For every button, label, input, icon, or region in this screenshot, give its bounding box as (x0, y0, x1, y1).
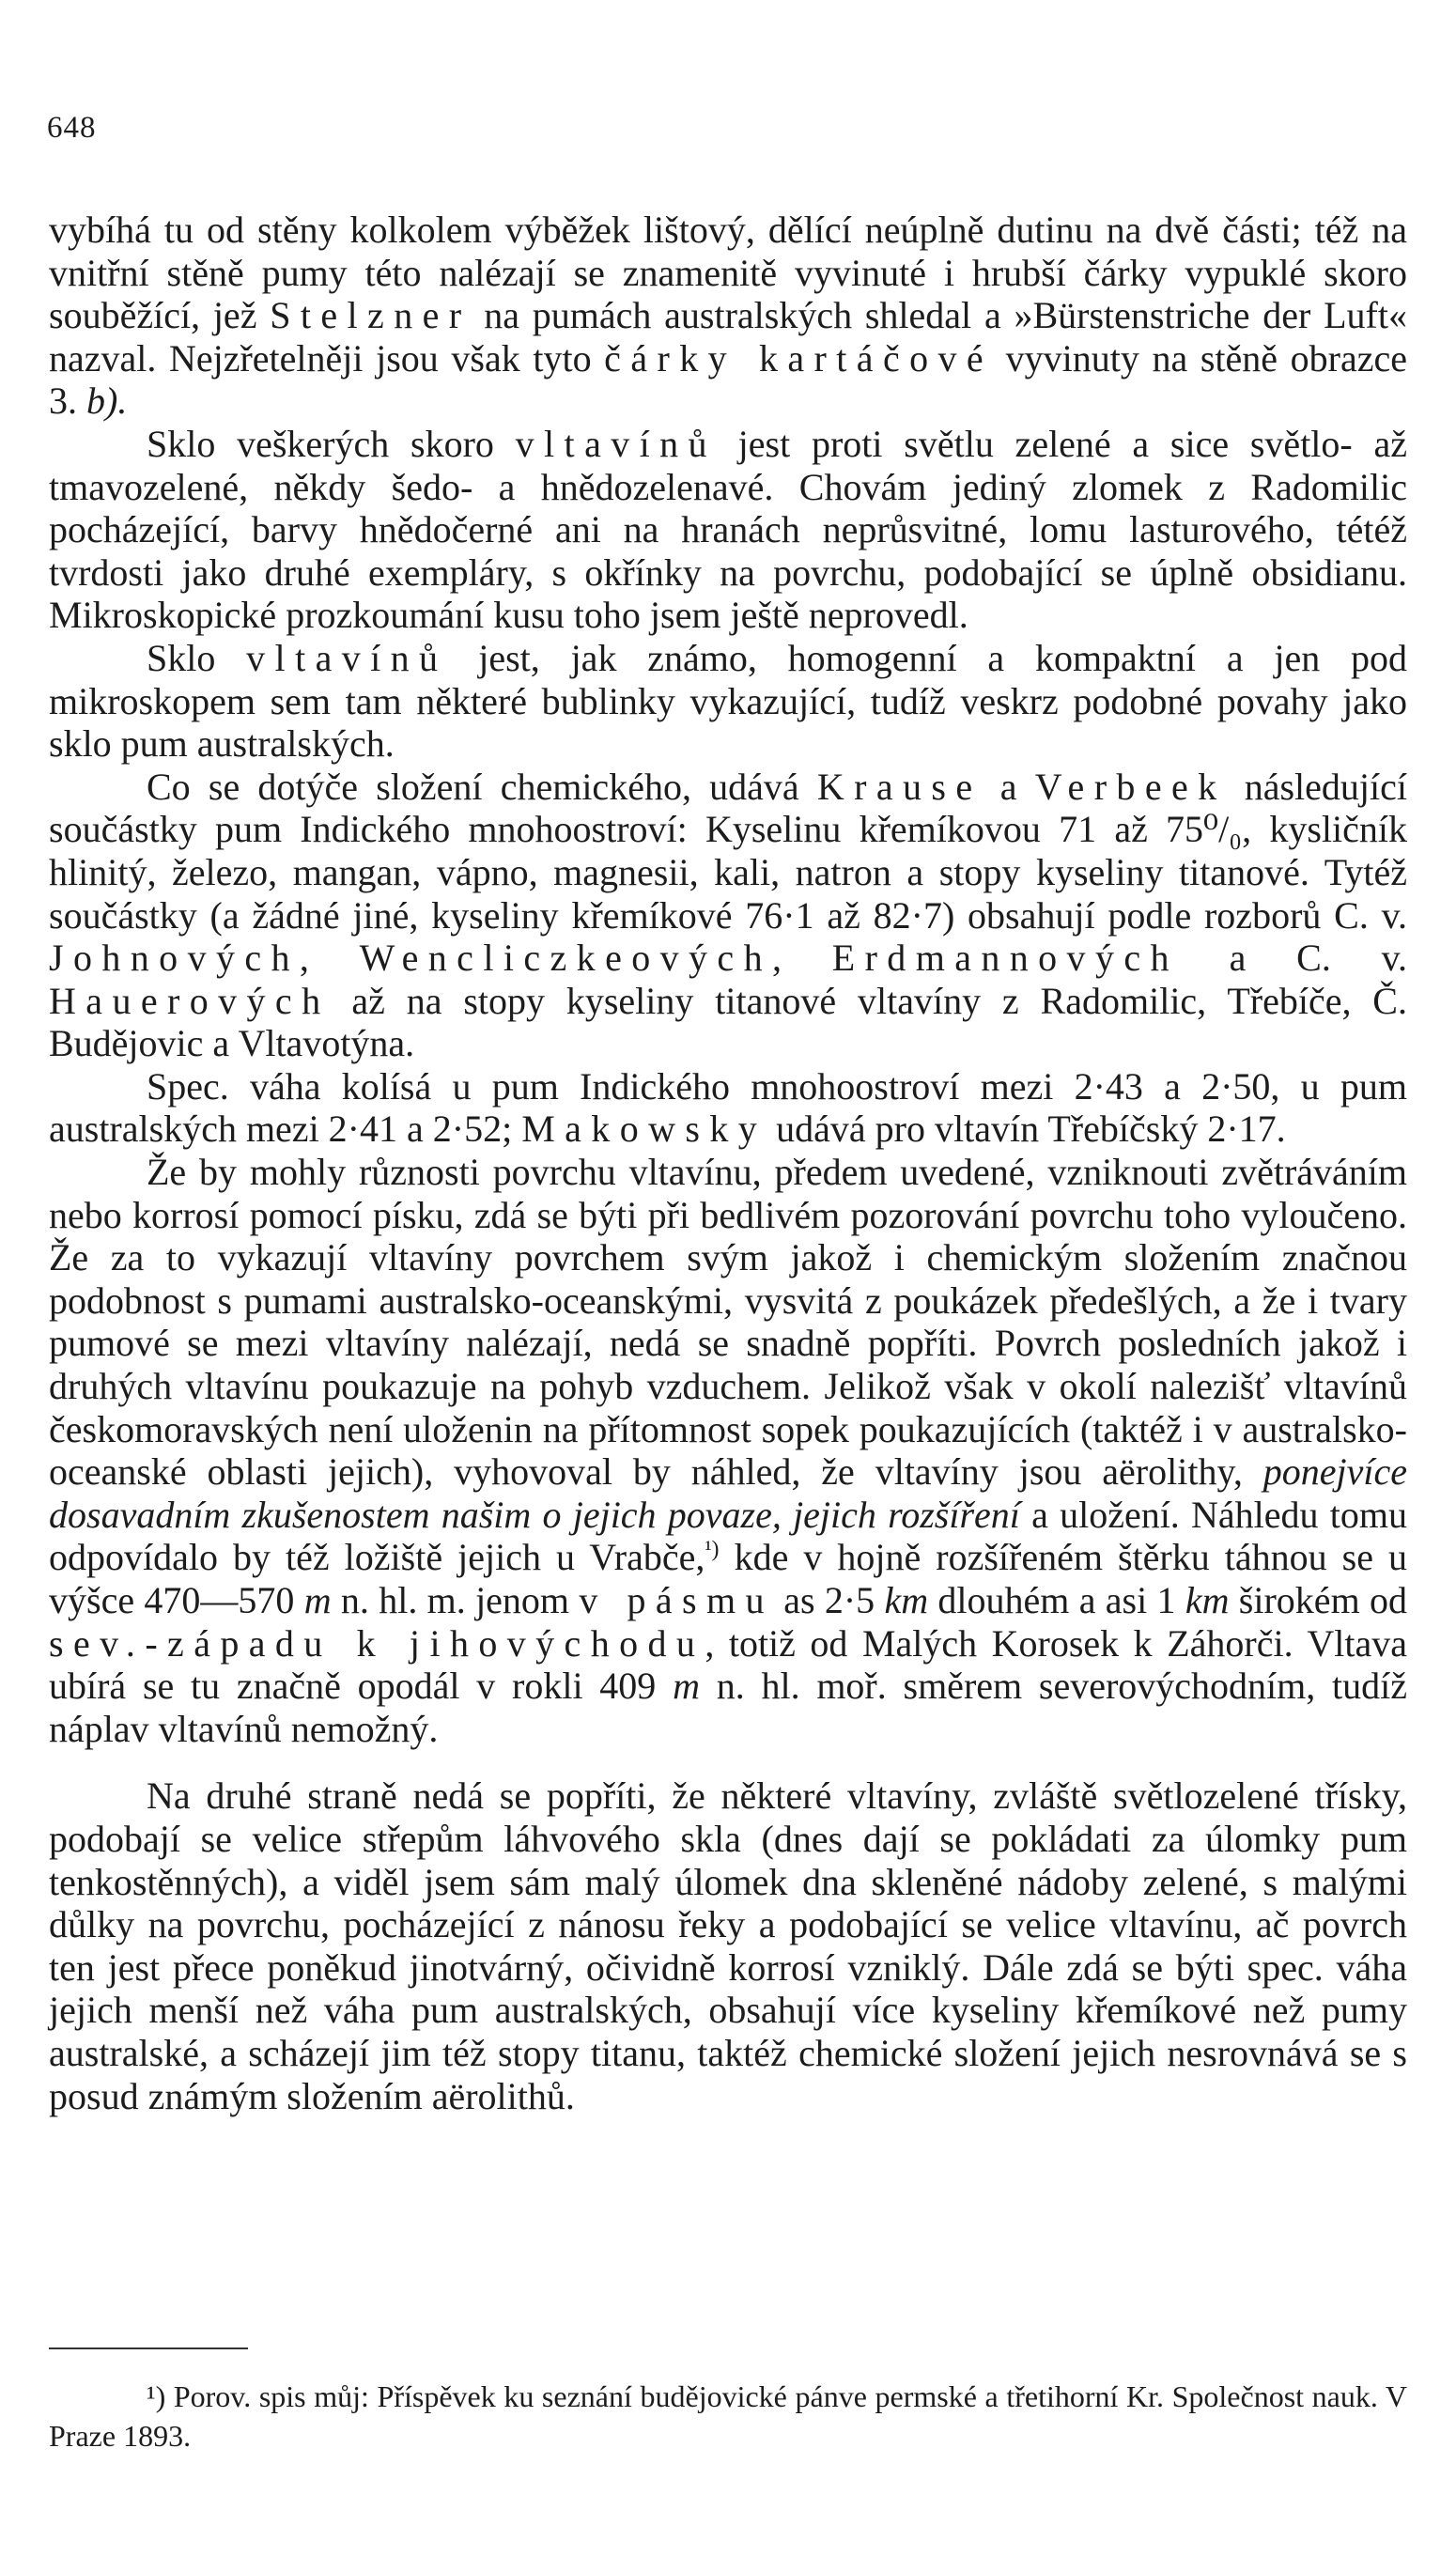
spaced-term: sev.-západu k jihovýchodu (49, 1621, 705, 1665)
text-run: udává pro vltavín Třebíčský 2·17. (767, 1108, 1286, 1151)
paragraph-4 (49, 766, 1407, 1065)
text-run: až na stopy kyseliny titanové vltavíny z Radomilic, Třebíče, Č. Budějovic a Vltavotýna. (49, 979, 1407, 1065)
text-run: jest, jak známo, homogenní a kompaktní a jen pod mikroskopem sem tam některé bublinky vykazující, tudíž veskrz podobné povahy jako sklo pum australských. (49, 636, 1408, 766)
text-run: Sklo (147, 636, 247, 679)
text-run: širokém od (1229, 1579, 1407, 1621)
text-run: jest proti světlu zelené a sice světlo- až tmavozelené, někdy šedo- a hnědozelenavé. Chovám jediný zlomek z Radomilic pocházející, barvy hnědočerné ani na hranách neprůsvitné, lomu lasturového, tétéž tvrdosti jako druhé exempláry, s okřínky na povrchu, podobající se úplně obsidianu. Mikroskopické prozkoumání kusu toho jsem ještě neprovedl. (49, 422, 1407, 637)
text-run: a C. v. (1178, 937, 1407, 980)
footnote-divider (49, 2347, 248, 2349)
spaced-name: Hauerových (49, 979, 331, 1022)
paragraph-5 (49, 1065, 1407, 1151)
paragraph-1 (49, 209, 1407, 423)
footnote-mark: ¹) (147, 2379, 166, 2413)
text-run: Že by mohly různosti povrchu vltavínu, předem uvedené, vzniknouti zvětráváním nebo korrosí pomocí písku, zdá se býti při bedlivém pozorování povrchu toho vyloučeno. Že za to vykazují vltavíny povrchem svým jakož i chemickým složením značnou podobnost s pumami australsko-oceanskými, vysvitá z poukázek předešlých, a že i tvary pumové se mezi vltavíny nalézají, nedá se snadně popříti. Povrch posledních jakož i druhých vltavínu poukazuje na pohyb vzduchem. Jelikož však v okolí nalezišť vltavínů českomoravských není uloženin na přítomnost sopek poukazujících (taktéž i v australsko-oceanské oblasti jejich), vyhovoval by náhled, že vltavíny jsou aërolithy, (49, 1151, 1407, 1494)
body-text (49, 209, 1407, 2117)
text-run: , (771, 937, 832, 980)
paragraph-3 (49, 637, 1407, 766)
footnote-text: Porov. spis můj: Příspěvek ku seznání budějovické pánve permské a třetihorní Kr. Společnost nauk. V Praze 1893. (49, 2379, 1407, 2453)
spaced-term: v pásmu (579, 1579, 774, 1621)
footnote-reference: ¹) (705, 1538, 720, 1563)
unit-meters: m (673, 1665, 700, 1708)
text-run: Spec. váha kolísá u pum Indického mnohoostroví mezi 2·43 a 2·50, u pum australských mezi 2·41 a 2·52; (49, 1064, 1407, 1151)
text-run: a (982, 765, 1035, 808)
text-run: n. hl. moř. směrem severovýchodním, tudíž náplav vltavínů nemožný. (49, 1665, 1407, 1750)
spaced-name: Johnových (49, 937, 300, 980)
footnote (49, 2377, 1407, 2456)
text-run: Na druhé straně nedá se popříti, že některé vltavíny, zvláště světlozelené třísky, podobají se velice střepům láhvového skla (dnes dají se pokládati za úlomky pum tenkostěnných), a viděl jsem sám malý úlomek dna skleněné nádoby zelené, s malými důlky na povrchu, pocházející z nánosu řeky a podobající se velice vltavínu, ač povrch ten jest přece poněkud jinotvárný, očividně korrosí vzniklý. Dále zdá se býti spec. váha jejich menší než váha pum australských, obsahují více kyseliny křemíkové než pumy australské, a scházejí jim též stopy titanu, taktéž chemické složení jejich nesrovnává se s posud známým složením aërolithů. (49, 1774, 1407, 2117)
spaced-name: Erdmannových (831, 937, 1179, 980)
spaced-name: Makowsky (521, 1108, 767, 1151)
percent-sign: ⁰/₀ (1203, 808, 1243, 851)
text-run: vybíhá tu od stěny kolkolem výběžek lištový, dělící neúplně dutinu na dvě části; též na vnitřní stěně pumy této nalézají se znamenitě vyvinuté i hrubší čárky vypuklé skoro souběžící, jež (49, 209, 1407, 337)
spaced-name: Krause (816, 765, 983, 808)
text-run: , totiž od Malých Korosek k Záhorči. Vltava ubírá se tu značně opodál v rokli 409 (49, 1621, 1407, 1708)
text-run: , (299, 937, 360, 980)
text-run: na pumách australských shledal a »Bürstenstriche der Luft« nazval. Nejzřetelněji jsou však tyto (49, 294, 1407, 380)
spaced-name: Wencliczkeových (359, 937, 772, 980)
text-run: vyvinuty na stěně obrazce 3. (49, 336, 1407, 423)
spaced-name: Stelzner (270, 294, 472, 337)
text-run: Co se dotýče složení chemického, udává (147, 765, 817, 808)
unit-meters: m (303, 1579, 332, 1621)
paragraph-6 (49, 1151, 1407, 1750)
spaced-term: čárky kartáčové (604, 336, 994, 380)
text-run: , kysličník hlinitý, železo, mangan, vápno, magnesii, kali, natron a stopy kyseliny titanové. Tytéž součástky (a žádné jiné, kyseliny křemíkové 76·1 až 82·7) obsahují podle rozborů C. v. (49, 808, 1407, 937)
text-run: Sklo veškerých skoro (147, 422, 516, 465)
paragraph-7 (49, 1774, 1407, 2117)
spaced-term: vltavínů (515, 422, 717, 465)
page-number: 648 (47, 111, 97, 145)
text-run: následující součástky pum Indického mnohoostroví: Kyselinu křemíkovou 71 až 75 (49, 765, 1408, 851)
text-run: n. hl. m. jenom (331, 1579, 580, 1621)
unit-kilometers: km (1185, 1579, 1230, 1621)
text-run: a uložení. Náhledu tomu odpovídalo by též ložiště jejich u Vrabče, (49, 1493, 1407, 1579)
spaced-term: vltavínů (246, 636, 448, 679)
unit-kilometers: km (884, 1579, 929, 1621)
spaced-name: Verbeek (1034, 765, 1227, 808)
paragraph-2 (49, 423, 1407, 637)
italic-text: ponejvíce dosavadním zkušenostem našim o jejich povaze, jejich rozšíření (49, 1450, 1407, 1536)
text-run: as 2·5 (773, 1579, 885, 1621)
text-run: dlouhém a asi 1 (928, 1579, 1185, 1621)
text-run: kde v hojně rozšířeném štěrku táhnou se u výšce 470—570 (49, 1536, 1407, 1621)
figure-reference: b). (86, 380, 128, 423)
